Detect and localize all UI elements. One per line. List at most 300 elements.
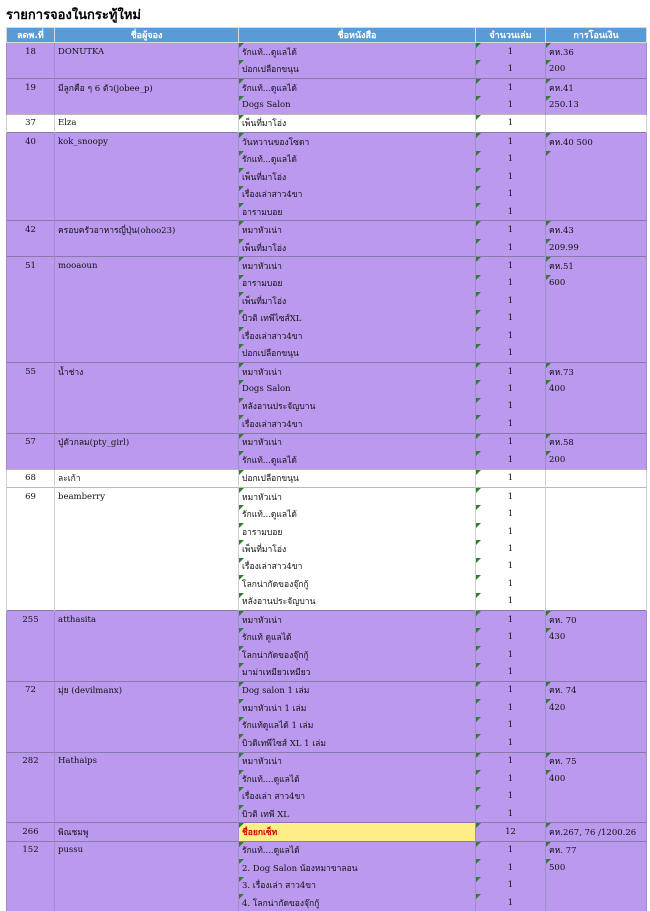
cell-id[interactable]	[7, 133, 55, 151]
cell-name[interactable]	[55, 663, 239, 681]
cell-book[interactable]	[239, 151, 476, 168]
cell-book[interactable]	[239, 540, 476, 557]
cell-qty[interactable]	[476, 415, 546, 433]
cell-book[interactable]	[239, 221, 476, 239]
cell-id[interactable]	[7, 43, 55, 61]
cell-payment[interactable]	[546, 60, 647, 78]
cell-qty[interactable]	[476, 239, 546, 257]
comment-indicator-icon	[239, 257, 244, 262]
cell-book[interactable]	[239, 380, 476, 397]
cell-qty[interactable]	[476, 699, 546, 716]
cell-payment[interactable]	[546, 133, 647, 151]
cell-name[interactable]	[55, 523, 239, 540]
cell-qty[interactable]	[476, 78, 546, 96]
header-cell-payment[interactable]: การโอนเงิน	[546, 28, 647, 43]
cell-payment[interactable]	[546, 310, 647, 327]
cell-book[interactable]	[239, 362, 476, 380]
cell-name[interactable]	[55, 398, 239, 415]
cell-name[interactable]	[55, 43, 239, 61]
cell-name[interactable]	[55, 257, 239, 275]
comment-indicator-icon	[476, 221, 481, 226]
table-row	[7, 877, 647, 894]
cell-name[interactable]	[55, 487, 239, 505]
cell-book[interactable]	[239, 841, 476, 859]
comment-indicator-icon	[476, 682, 481, 687]
cell-name[interactable]	[55, 558, 239, 575]
cell-book[interactable]	[239, 487, 476, 505]
cell-book-text: 4. โลกน่ากัดของจุ๊กกู้	[242, 899, 319, 909]
cell-payment-text: คห.58	[549, 438, 574, 448]
cell-payment[interactable]	[546, 275, 647, 292]
table-row	[7, 344, 647, 362]
cell-id[interactable]	[7, 362, 55, 380]
cell-book[interactable]	[239, 433, 476, 451]
cell-id[interactable]	[7, 151, 55, 168]
cell-book[interactable]	[239, 275, 476, 292]
cell-payment[interactable]	[546, 558, 647, 575]
cell-id[interactable]	[7, 114, 55, 132]
cell-book[interactable]	[239, 60, 476, 78]
cell-payment[interactable]	[546, 451, 647, 469]
cell-qty[interactable]	[476, 505, 546, 522]
cell-qty[interactable]	[476, 186, 546, 203]
cell-payment[interactable]	[546, 469, 647, 487]
cell-name[interactable]	[55, 275, 239, 292]
cell-id[interactable]	[7, 469, 55, 487]
cell-id[interactable]	[7, 663, 55, 681]
cell-qty[interactable]	[476, 859, 546, 876]
cell-payment[interactable]	[546, 78, 647, 96]
cell-payment[interactable]	[546, 186, 647, 203]
cell-name[interactable]	[55, 894, 239, 911]
cell-id[interactable]	[7, 752, 55, 770]
table-row	[7, 239, 647, 257]
cell-qty[interactable]	[476, 681, 546, 699]
cell-payment[interactable]	[546, 114, 647, 132]
cell-name[interactable]	[55, 415, 239, 433]
cell-qty[interactable]	[476, 770, 546, 787]
cell-qty[interactable]	[476, 894, 546, 911]
comment-indicator-icon	[476, 734, 481, 739]
cell-qty[interactable]	[476, 717, 546, 734]
cell-payment[interactable]	[546, 415, 647, 433]
cell-book[interactable]	[239, 628, 476, 645]
comment-indicator-icon	[239, 43, 244, 48]
cell-name[interactable]	[55, 752, 239, 770]
cell-book[interactable]	[239, 859, 476, 876]
cell-name[interactable]	[55, 327, 239, 344]
cell-payment[interactable]	[546, 575, 647, 592]
cell-id[interactable]	[7, 257, 55, 275]
cell-id-text: 68	[25, 473, 36, 483]
cell-id[interactable]	[7, 168, 55, 185]
cell-payment[interactable]	[546, 523, 647, 540]
cell-payment[interactable]	[546, 540, 647, 557]
cell-id[interactable]	[7, 787, 55, 804]
header-cell-name[interactable]: ชื่อผู้จอง	[55, 28, 239, 43]
cell-id[interactable]	[7, 805, 55, 823]
cell-qty[interactable]	[476, 292, 546, 309]
comment-indicator-icon	[239, 770, 244, 775]
cell-payment[interactable]	[546, 663, 647, 681]
cell-id[interactable]	[7, 823, 55, 841]
cell-id[interactable]	[7, 380, 55, 397]
cell-id[interactable]	[7, 681, 55, 699]
cell-book[interactable]	[239, 398, 476, 415]
cell-book[interactable]	[239, 823, 476, 841]
cell-book[interactable]	[239, 558, 476, 575]
cell-name[interactable]	[55, 681, 239, 699]
cell-payment[interactable]	[546, 717, 647, 734]
cell-qty[interactable]	[476, 327, 546, 344]
cell-book[interactable]	[239, 752, 476, 770]
cell-book[interactable]	[239, 717, 476, 734]
cell-payment[interactable]	[546, 699, 647, 716]
comment-indicator-icon	[476, 451, 481, 456]
cell-qty[interactable]	[476, 151, 546, 168]
cell-payment-text: คห.267, 76 /1200.26	[549, 828, 636, 838]
comment-indicator-icon	[239, 717, 244, 722]
cell-payment[interactable]	[546, 805, 647, 823]
cell-book[interactable]	[239, 646, 476, 663]
cell-id[interactable]	[7, 344, 55, 362]
cell-book[interactable]	[239, 877, 476, 894]
cell-name[interactable]	[55, 540, 239, 557]
table-row	[7, 734, 647, 752]
cell-qty[interactable]	[476, 344, 546, 362]
cell-qty[interactable]	[476, 558, 546, 575]
comment-indicator-icon	[546, 221, 551, 226]
cell-id[interactable]	[7, 96, 55, 114]
cell-book[interactable]	[239, 43, 476, 61]
cell-qty[interactable]	[476, 663, 546, 681]
cell-qty[interactable]	[476, 575, 546, 592]
cell-id[interactable]	[7, 628, 55, 645]
cell-payment[interactable]	[546, 628, 647, 645]
cell-payment[interactable]	[546, 487, 647, 505]
cell-name[interactable]	[55, 575, 239, 592]
cell-name[interactable]	[55, 344, 239, 362]
cell-id[interactable]	[7, 327, 55, 344]
cell-payment[interactable]	[546, 362, 647, 380]
cell-name[interactable]	[55, 451, 239, 469]
cell-book[interactable]	[239, 114, 476, 132]
cell-name[interactable]	[55, 628, 239, 645]
cell-qty[interactable]	[476, 398, 546, 415]
cell-qty[interactable]	[476, 487, 546, 505]
cell-book-text: ชื่อยกเซ็ท	[242, 828, 277, 838]
cell-book[interactable]	[239, 523, 476, 540]
cell-qty[interactable]	[476, 752, 546, 770]
comment-indicator-icon	[546, 823, 551, 828]
cell-book-text: รักแท้...ดูแลได้	[242, 155, 297, 165]
cell-book[interactable]	[239, 681, 476, 699]
cell-name[interactable]	[55, 433, 239, 451]
cell-name[interactable]	[55, 221, 239, 239]
cell-qty-text: 1	[508, 83, 513, 93]
cell-book[interactable]	[239, 451, 476, 469]
cell-qty[interactable]	[476, 734, 546, 752]
cell-qty[interactable]	[476, 877, 546, 894]
cell-qty[interactable]	[476, 433, 546, 451]
cell-name[interactable]	[55, 380, 239, 397]
cell-payment[interactable]	[546, 151, 647, 168]
comment-indicator-icon	[239, 682, 244, 687]
cell-book[interactable]	[239, 344, 476, 362]
cell-id[interactable]	[7, 558, 55, 575]
cell-id[interactable]	[7, 894, 55, 911]
cell-book[interactable]	[239, 310, 476, 327]
cell-qty[interactable]	[476, 646, 546, 663]
cell-id[interactable]	[7, 78, 55, 96]
cell-name[interactable]	[55, 203, 239, 221]
cell-book[interactable]	[239, 894, 476, 911]
cell-name[interactable]	[55, 78, 239, 96]
cell-qty[interactable]	[476, 60, 546, 78]
cell-qty[interactable]	[476, 841, 546, 859]
cell-book[interactable]	[239, 78, 476, 96]
cell-name[interactable]	[55, 646, 239, 663]
cell-book[interactable]	[239, 734, 476, 752]
cell-name[interactable]	[55, 805, 239, 823]
cell-id[interactable]	[7, 575, 55, 592]
cell-qty[interactable]	[476, 168, 546, 185]
table-row	[7, 894, 647, 911]
cell-book[interactable]	[239, 787, 476, 804]
cell-book[interactable]	[239, 186, 476, 203]
table-row	[7, 310, 647, 327]
comment-indicator-icon	[239, 805, 244, 810]
cell-id[interactable]	[7, 646, 55, 663]
cell-payment[interactable]	[546, 221, 647, 239]
cell-book[interactable]	[239, 805, 476, 823]
comment-indicator-icon	[239, 327, 244, 332]
cell-name[interactable]	[55, 96, 239, 114]
cell-name[interactable]	[55, 734, 239, 752]
cell-id[interactable]	[7, 593, 55, 611]
cell-id[interactable]	[7, 398, 55, 415]
cell-qty-text: 1	[508, 331, 513, 341]
cell-name[interactable]	[55, 114, 239, 132]
comment-indicator-icon	[239, 380, 244, 385]
cell-name[interactable]	[55, 770, 239, 787]
cell-payment[interactable]	[546, 770, 647, 787]
cell-payment[interactable]	[546, 257, 647, 275]
comment-indicator-icon	[546, 859, 551, 864]
cell-id[interactable]	[7, 203, 55, 221]
header-cell-id[interactable]: ลดพ.ที่	[7, 28, 55, 43]
comment-indicator-icon	[239, 628, 244, 633]
cell-book-text: หมาหัวเน่า	[242, 757, 282, 767]
cell-qty[interactable]	[476, 133, 546, 151]
header-cell-qty[interactable]: จำนวนเล่ม	[476, 28, 546, 43]
cell-name[interactable]	[55, 841, 239, 859]
cell-name[interactable]	[55, 611, 239, 629]
cell-qty[interactable]	[476, 523, 546, 540]
cell-payment[interactable]	[546, 292, 647, 309]
cell-payment-text: 400	[549, 774, 565, 784]
cell-id[interactable]	[7, 310, 55, 327]
cell-id[interactable]	[7, 877, 55, 894]
cell-id[interactable]	[7, 505, 55, 522]
cell-book[interactable]	[239, 203, 476, 221]
cell-payment[interactable]	[546, 877, 647, 894]
comment-indicator-icon	[239, 221, 244, 226]
cell-book[interactable]	[239, 257, 476, 275]
cell-payment[interactable]	[546, 859, 647, 876]
cell-book[interactable]	[239, 327, 476, 344]
cell-name[interactable]	[55, 859, 239, 876]
cell-name[interactable]	[55, 60, 239, 78]
comment-indicator-icon	[239, 753, 244, 758]
cell-qty[interactable]	[476, 451, 546, 469]
cell-qty[interactable]	[476, 628, 546, 645]
cell-book-text: หมาหัวเน่า	[242, 226, 282, 236]
header-cell-book[interactable]: ชื่อหนังสือ	[239, 28, 476, 43]
cell-book[interactable]	[239, 663, 476, 681]
cell-id[interactable]	[7, 275, 55, 292]
cell-name[interactable]	[55, 877, 239, 894]
cell-qty[interactable]	[476, 823, 546, 841]
cell-name[interactable]	[55, 239, 239, 257]
cell-id[interactable]	[7, 433, 55, 451]
cell-payment[interactable]	[546, 239, 647, 257]
cell-payment[interactable]	[546, 593, 647, 611]
comment-indicator-icon	[546, 133, 551, 138]
cell-book[interactable]	[239, 168, 476, 185]
cell-qty[interactable]	[476, 380, 546, 397]
cell-book[interactable]	[239, 505, 476, 522]
comment-indicator-icon	[476, 823, 481, 828]
cell-book[interactable]	[239, 469, 476, 487]
cell-id[interactable]	[7, 540, 55, 557]
cell-id[interactable]	[7, 859, 55, 876]
cell-name[interactable]	[55, 505, 239, 522]
cell-name[interactable]	[55, 310, 239, 327]
cell-id[interactable]	[7, 221, 55, 239]
comment-indicator-icon	[476, 593, 481, 598]
cell-name[interactable]	[55, 593, 239, 611]
cell-id[interactable]	[7, 699, 55, 716]
cell-qty[interactable]	[476, 257, 546, 275]
cell-payment[interactable]	[546, 96, 647, 114]
cell-name[interactable]	[55, 168, 239, 185]
cell-payment[interactable]	[546, 380, 647, 397]
cell-book[interactable]	[239, 239, 476, 257]
comment-indicator-icon	[476, 894, 481, 899]
cell-book[interactable]	[239, 770, 476, 787]
cell-payment[interactable]	[546, 611, 647, 629]
cell-book[interactable]	[239, 699, 476, 716]
cell-book-text: หมาหัวเน่า 1 เล่ม	[242, 704, 306, 714]
cell-qty[interactable]	[476, 221, 546, 239]
cell-qty[interactable]	[476, 787, 546, 804]
cell-id[interactable]	[7, 611, 55, 629]
table-row	[7, 628, 647, 645]
cell-payment[interactable]	[546, 894, 647, 911]
cell-qty-text: 1	[508, 172, 513, 182]
cell-id[interactable]	[7, 415, 55, 433]
cell-id[interactable]	[7, 186, 55, 203]
cell-qty[interactable]	[476, 310, 546, 327]
cell-payment[interactable]	[546, 752, 647, 770]
cell-payment[interactable]	[546, 505, 647, 522]
cell-id[interactable]	[7, 734, 55, 752]
comment-indicator-icon	[546, 611, 551, 616]
cell-id[interactable]	[7, 292, 55, 309]
cell-payment[interactable]	[546, 787, 647, 804]
cell-name[interactable]	[55, 469, 239, 487]
cell-qty[interactable]	[476, 114, 546, 132]
cell-id[interactable]	[7, 451, 55, 469]
cell-name[interactable]	[55, 186, 239, 203]
cell-id[interactable]	[7, 841, 55, 859]
cell-payment[interactable]	[546, 681, 647, 699]
cell-qty[interactable]	[476, 43, 546, 61]
cell-book[interactable]	[239, 96, 476, 114]
cell-qty[interactable]	[476, 611, 546, 629]
cell-id[interactable]	[7, 487, 55, 505]
cell-payment[interactable]	[546, 203, 647, 221]
cell-name[interactable]	[55, 787, 239, 804]
cell-payment[interactable]	[546, 398, 647, 415]
cell-id[interactable]	[7, 770, 55, 787]
comment-indicator-icon	[239, 451, 244, 456]
cell-qty-text: 1	[508, 278, 513, 288]
cell-name[interactable]	[55, 823, 239, 841]
cell-qty[interactable]	[476, 805, 546, 823]
cell-name[interactable]	[55, 292, 239, 309]
cell-payment[interactable]	[546, 327, 647, 344]
cell-name[interactable]	[55, 717, 239, 734]
cell-qty[interactable]	[476, 593, 546, 611]
cell-name[interactable]	[55, 133, 239, 151]
cell-book[interactable]	[239, 593, 476, 611]
cell-qty[interactable]	[476, 362, 546, 380]
cell-book[interactable]	[239, 415, 476, 433]
cell-payment[interactable]	[546, 43, 647, 61]
cell-qty[interactable]	[476, 96, 546, 114]
cell-name[interactable]	[55, 151, 239, 168]
comment-indicator-icon	[239, 842, 244, 847]
cell-id[interactable]	[7, 717, 55, 734]
cell-book-text: วันหวานของโซดา	[242, 138, 309, 148]
cell-book[interactable]	[239, 575, 476, 592]
cell-book[interactable]	[239, 611, 476, 629]
cell-payment[interactable]	[546, 344, 647, 362]
cell-qty[interactable]	[476, 275, 546, 292]
cell-payment[interactable]	[546, 433, 647, 451]
cell-payment[interactable]	[546, 734, 647, 752]
cell-name[interactable]	[55, 362, 239, 380]
cell-payment[interactable]	[546, 646, 647, 663]
cell-book[interactable]	[239, 133, 476, 151]
cell-qty[interactable]	[476, 203, 546, 221]
cell-payment[interactable]	[546, 823, 647, 841]
cell-payment[interactable]	[546, 841, 647, 859]
cell-book-text: หลังอานประจัญบาน	[242, 597, 315, 607]
cell-qty[interactable]	[476, 540, 546, 557]
cell-id[interactable]	[7, 60, 55, 78]
cell-name[interactable]	[55, 699, 239, 716]
cell-payment[interactable]	[546, 168, 647, 185]
cell-qty[interactable]	[476, 469, 546, 487]
cell-id[interactable]	[7, 239, 55, 257]
cell-qty-text: 1	[508, 738, 513, 748]
table-row	[7, 717, 647, 734]
cell-book[interactable]	[239, 292, 476, 309]
cell-id[interactable]	[7, 523, 55, 540]
